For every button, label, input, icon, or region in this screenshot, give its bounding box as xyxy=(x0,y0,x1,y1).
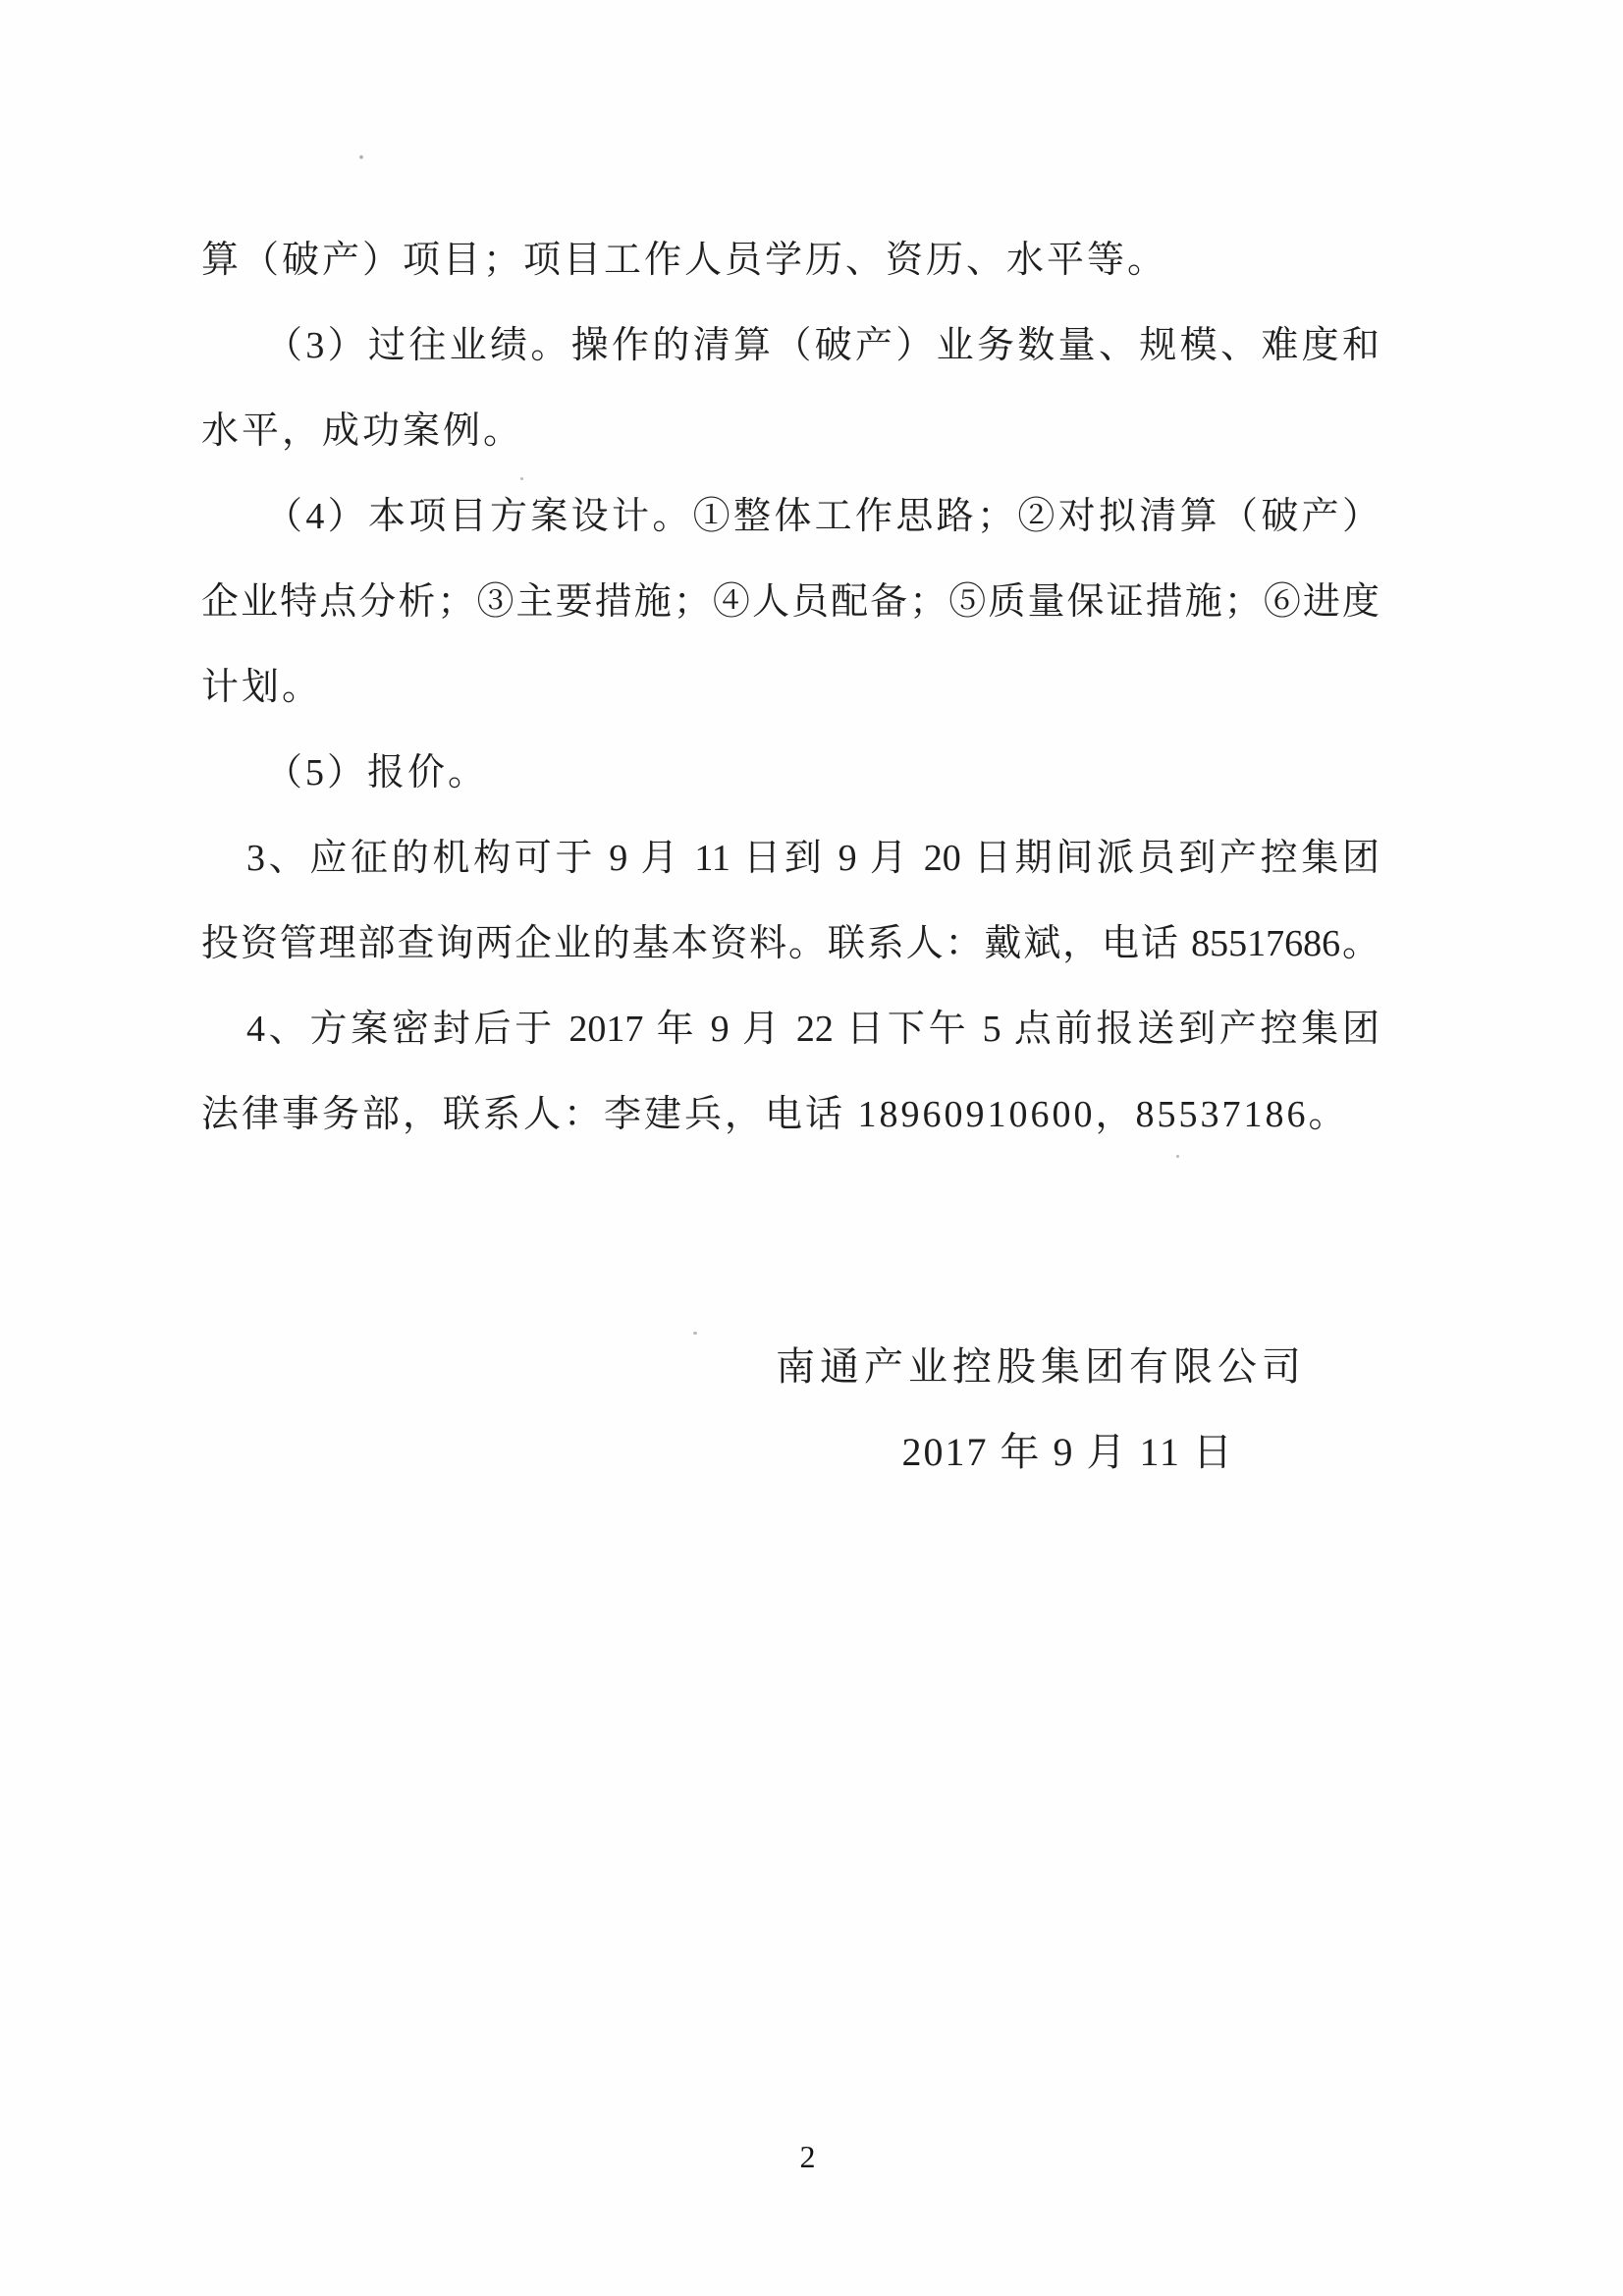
text-line: 企业特点分析；③主要措施；④人员配备；⑤质量保证措施；⑥进度 xyxy=(201,581,1380,623)
signature-date: 2017 年 9 月 11 日 xyxy=(901,1430,1234,1474)
text-line: （4）本项目方案设计。①整体工作思路；②对拟清算（破产） xyxy=(265,496,1380,537)
document-body xyxy=(201,218,1380,1158)
scan-speck xyxy=(520,477,523,480)
signature-company: 南通产业控股集团有限公司 xyxy=(776,1344,1306,1389)
text-line: （3）过往业绩。操作的清算（破产）业务数量、规模、难度和 xyxy=(265,325,1380,366)
text-line: 算（破产）项目；项目工作人员学历、资历、水平等。 xyxy=(201,240,1168,281)
scan-speck xyxy=(359,155,363,159)
scan-speck xyxy=(693,1332,697,1335)
text-line: 3、应征的机构可于 9 月 11 日到 9 月 20 日期间派员到产控集团 xyxy=(246,838,1380,879)
text-line: 投资管理部查询两企业的基本资料。联系人：戴斌，电话 85517686。 xyxy=(201,923,1380,964)
text-line: 计划。 xyxy=(201,667,323,708)
text-line: 4、方案密封后于 2017 年 9 月 22 日下午 5 点前报送到产控集团 xyxy=(246,1009,1380,1050)
text-line: （5）报价。 xyxy=(265,752,489,793)
text-line: 法律事务部，联系人：李建兵，电话 18960910600，85537186。 xyxy=(201,1094,1349,1135)
page-number: 2 xyxy=(799,2139,816,2174)
text-line: 水平，成功案例。 xyxy=(201,410,524,452)
scan-speck xyxy=(1176,1155,1179,1158)
